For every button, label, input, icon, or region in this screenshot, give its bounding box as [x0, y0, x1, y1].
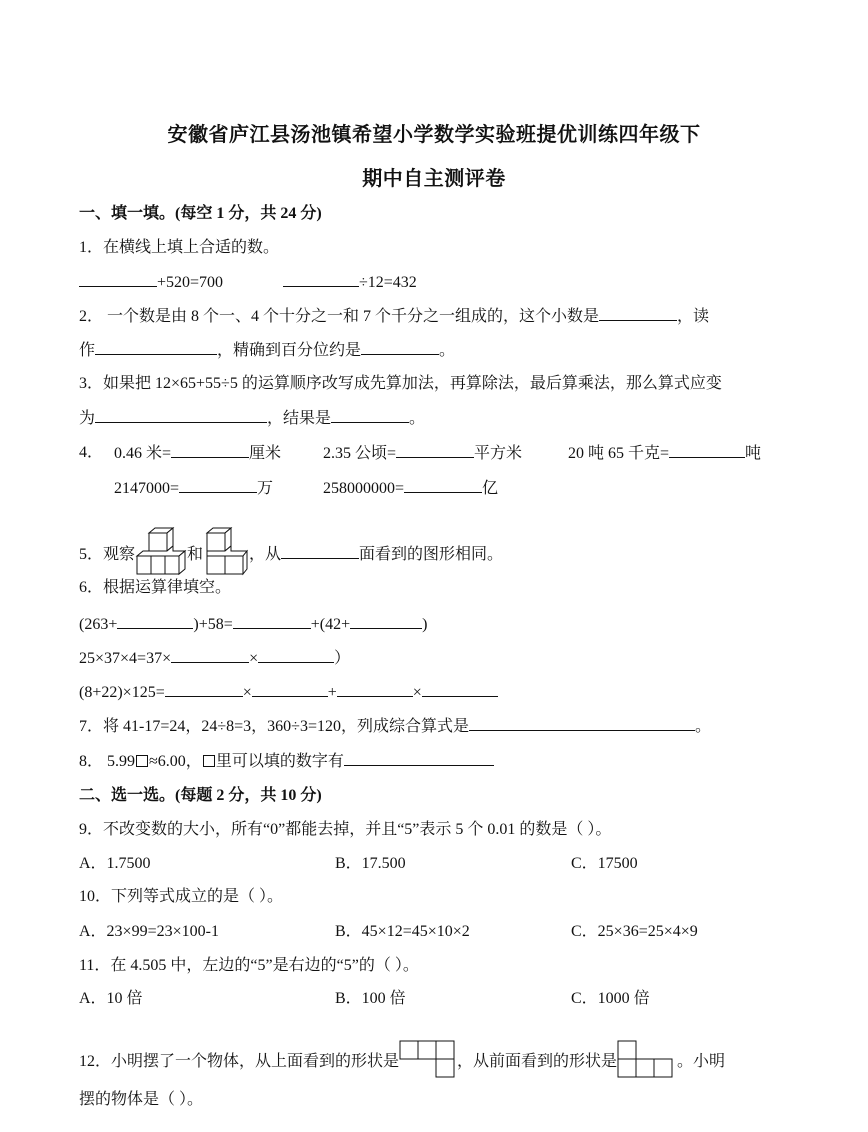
q7-text: 。 [694, 718, 711, 735]
q11-option-a[interactable]: A．10 倍 [79, 990, 143, 1007]
q4-c-unit: 吨 [745, 445, 762, 462]
q6-text: + [327, 684, 337, 701]
q11-stem: 11．在 4.505 中，左边的“5”是右边的“5”的（ ）。 [79, 957, 419, 974]
answer-blank[interactable] [179, 478, 257, 493]
top-view-figure [399, 1040, 457, 1080]
q9-option-a[interactable]: A．1.7500 [79, 855, 151, 872]
answer-blank[interactable] [95, 408, 267, 423]
q5-text: 面看到的图形相同。 [359, 546, 504, 563]
q9-stem: 9．不改变数的大小，所有“0”都能去掉，并且“5”表示 5 个 0.01 的数是（ ）。 [79, 821, 612, 838]
q11-option-c[interactable]: C．1000 倍 [571, 990, 650, 1007]
answer-blank[interactable] [337, 682, 413, 697]
q12-line-2: 摆的物体是（ ）。 [79, 1091, 204, 1108]
title-line-2: 期中自主测评卷 [362, 168, 506, 190]
q6-text: (263+ [79, 616, 118, 633]
q5-text: ，从 [249, 546, 282, 563]
q3-text: 为 [79, 410, 96, 427]
q1-stem: 1．在横线上填上合适的数。 [79, 239, 280, 256]
q3-line-2 [79, 408, 425, 429]
q2-text: 作 [79, 342, 96, 359]
answer-blank[interactable] [469, 716, 695, 731]
answer-blank[interactable] [165, 682, 243, 697]
q4-d [114, 478, 273, 499]
answer-blank[interactable] [233, 614, 311, 629]
q4-a-unit: 厘米 [249, 445, 282, 462]
answer-blank[interactable] [79, 272, 157, 287]
front-view-figure [617, 1040, 677, 1080]
answer-blank[interactable] [283, 272, 359, 287]
answer-blank[interactable] [422, 682, 498, 697]
q5-text: 和 [187, 546, 204, 563]
answer-blank[interactable] [361, 340, 439, 355]
title-line-1: 安徽省庐江县汤池镇希望小学数学实验班提优训练四年级下 [167, 124, 701, 146]
q8-line [79, 751, 494, 772]
q9-option-c[interactable]: C．17500 [571, 855, 638, 872]
q2-text: 。 [439, 342, 456, 359]
section-2-heading: 二、选一选。(每题 2 分，共 10 分) [79, 787, 322, 804]
q6-text: (8+22)×125= [79, 684, 165, 701]
answer-blank[interactable] [599, 306, 677, 321]
q3-text: ，结果是 [267, 410, 332, 427]
q1-answers [79, 272, 223, 293]
q12-text: 12．小明摆了一个物体，从上面看到的形状是 [79, 1053, 400, 1070]
q6-text: 25×37×4=37× [79, 650, 172, 667]
answer-blank[interactable] [396, 443, 474, 458]
answer-blank[interactable] [331, 408, 409, 423]
q4-c-text: 20 吨 65 千克= [568, 445, 670, 462]
q1-b-text: ÷12=432 [359, 274, 417, 291]
q5-line [79, 527, 503, 577]
q8-text: 里可以填的数字有 [215, 753, 344, 770]
q12-text: 。小明 [677, 1053, 726, 1070]
answer-blank[interactable] [350, 614, 422, 629]
q10-option-c[interactable]: C．25×36=25×4×9 [571, 923, 698, 940]
cube-stack-figure-1 [135, 527, 187, 577]
q4-b-text: 2.35 公顷= [323, 445, 397, 462]
answer-blank[interactable] [404, 478, 482, 493]
answer-blank[interactable] [669, 443, 745, 458]
q2-text: ，读 [677, 308, 710, 325]
q6-line-1 [79, 614, 427, 635]
q3-text: 。 [409, 410, 426, 427]
q6-text: )+58= [193, 616, 233, 633]
q4-a-text: 0.46 米= [114, 445, 172, 462]
answer-blank[interactable] [258, 648, 334, 663]
q4-e [323, 478, 498, 499]
q6-text: ) [422, 616, 428, 633]
q6-text: × [242, 684, 252, 701]
q4-e-unit: 亿 [482, 480, 499, 497]
q1-b [283, 272, 417, 293]
q6-line-2 [79, 648, 350, 669]
q4-d-text: 2147000= [114, 480, 180, 497]
q8-text: ≈6.00， [149, 753, 202, 770]
q5-text: 5．观察 [79, 546, 136, 563]
q11-option-b[interactable]: B．100 倍 [335, 990, 406, 1007]
q6-text: ） [334, 650, 351, 667]
q4-b [323, 443, 522, 464]
q12-text: ，从前面看到的形状是 [457, 1053, 618, 1070]
answer-blank[interactable] [117, 614, 193, 629]
q4-e-text: 258000000= [323, 480, 405, 497]
q4-d-unit: 万 [257, 480, 274, 497]
q4-c [568, 443, 761, 464]
section-1-heading: 一、填一填。(每空 1 分，共 24 分) [79, 205, 322, 222]
q12-line-1 [79, 1040, 725, 1080]
q4-a [114, 443, 281, 464]
answer-blank[interactable] [344, 751, 494, 766]
q7-line [79, 716, 711, 737]
q6-stem: 6．根据运算律填空。 [79, 579, 232, 596]
q3-line-1: 3．如果把 12×65+55÷5 的运算顺序改写成先算加法，再算除法，最后算乘法，那么算式应变 [79, 375, 722, 392]
q7-text: 7．将 41-17=24，24÷8=3，360÷3=120，列成综合算式是 [79, 718, 469, 735]
q2-text: ，精确到百分位约是 [217, 342, 362, 359]
q2-line-2 [79, 340, 455, 361]
answer-blank[interactable] [252, 682, 328, 697]
q6-text: × [249, 650, 259, 667]
q2-line-1 [79, 306, 709, 327]
answer-blank[interactable] [281, 544, 359, 559]
square-box-icon [203, 755, 215, 767]
q6-text: × [412, 684, 422, 701]
q10-stem: 10．下列等式成立的是（ ）。 [79, 888, 284, 905]
answer-blank[interactable] [95, 340, 217, 355]
answer-blank[interactable] [171, 648, 249, 663]
q1-a-text: +520=700 [157, 274, 224, 291]
q10-option-b[interactable]: B．45×12=45×10×2 [335, 923, 470, 940]
q4-b-unit: 平方米 [474, 445, 523, 462]
q9-option-b[interactable]: B．17.500 [335, 855, 406, 872]
q6-line-3 [79, 682, 498, 703]
answer-blank[interactable] [171, 443, 249, 458]
cube-stack-figure-2 [203, 527, 249, 577]
q4-num: 4． [79, 444, 104, 461]
square-box-icon [136, 755, 148, 767]
q6-text: +(42+ [310, 616, 351, 633]
q2-text: 2． 一个数是由 8 个一、4 个十分之一和 7 个千分之一组成的，这个小数是 [79, 308, 600, 325]
q8-text: 8． 5.99 [79, 753, 136, 770]
q10-option-a[interactable]: A．23×99=23×100-1 [79, 923, 219, 940]
